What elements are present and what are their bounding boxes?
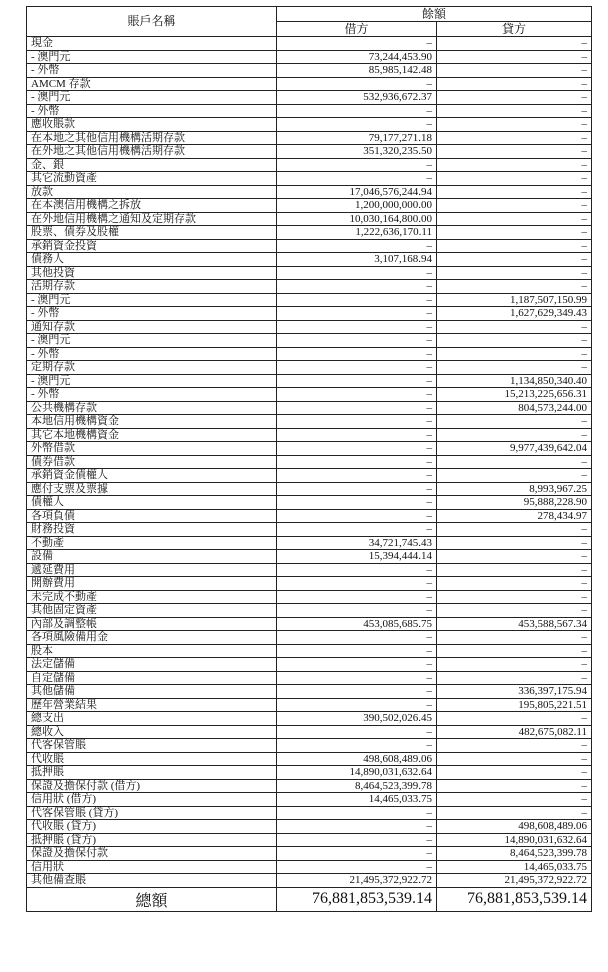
account-name-cell: 財務投資 [27, 523, 277, 537]
ledger-row [27, 334, 592, 348]
debit-cell: – [277, 361, 437, 375]
credit-cell: – [437, 779, 592, 793]
ledger-row [27, 860, 592, 874]
total-row [27, 887, 592, 911]
credit-cell: – [437, 739, 592, 753]
debit-cell: – [277, 685, 437, 699]
account-name-cell: 開辦費用 [27, 577, 277, 591]
debit-cell: 14,890,031,632.64 [277, 766, 437, 780]
ledger-row [27, 874, 592, 888]
credit-cell: – [437, 455, 592, 469]
account-name-cell: 公共機構存款 [27, 401, 277, 415]
ledger-row [27, 172, 592, 186]
credit-cell: – [437, 658, 592, 672]
ledger-row [27, 239, 592, 253]
ledger-row [27, 415, 592, 429]
ledger-row [27, 455, 592, 469]
ledger-row [27, 712, 592, 726]
credit-cell: 14,465,033.75 [437, 860, 592, 874]
trial-balance-sheet [26, 6, 592, 912]
credit-cell: 9,977,439,642.04 [437, 442, 592, 456]
debit-cell: – [277, 415, 437, 429]
account-name-cell: 債權人 [27, 496, 277, 510]
debit-cell: – [277, 104, 437, 118]
debit-cell: – [277, 455, 437, 469]
account-name-cell: 股票、債券及股權 [27, 226, 277, 240]
ledger-row [27, 131, 592, 145]
credit-cell: 1,627,629,349.43 [437, 307, 592, 321]
debit-cell: – [277, 523, 437, 537]
ledger-row [27, 293, 592, 307]
debit-cell: – [277, 806, 437, 820]
debit-cell: – [277, 442, 437, 456]
ledger-row [27, 401, 592, 415]
ledger-row [27, 793, 592, 807]
account-name-cell: 不動產 [27, 536, 277, 550]
account-name-cell: 在外地信用機構之通知及定期存款 [27, 212, 277, 226]
credit-cell: – [437, 550, 592, 564]
ledger-row [27, 199, 592, 213]
account-name-header: 賬戶名稱 [27, 7, 277, 37]
account-name-cell: 金、銀 [27, 158, 277, 172]
debit-cell: – [277, 374, 437, 388]
ledger-row [27, 104, 592, 118]
debit-cell: – [277, 118, 437, 132]
debit-cell: – [277, 320, 437, 334]
ledger-row [27, 442, 592, 456]
ledger-row [27, 388, 592, 402]
credit-cell: – [437, 644, 592, 658]
debit-cell: – [277, 172, 437, 186]
debit-cell: 17,046,576,244.94 [277, 185, 437, 199]
credit-cell: – [437, 563, 592, 577]
credit-cell: – [437, 752, 592, 766]
credit-cell: – [437, 226, 592, 240]
account-name-cell: 代收賬 [27, 752, 277, 766]
debit-cell: – [277, 37, 437, 51]
debit-header: 借方 [277, 22, 437, 37]
credit-cell: – [437, 91, 592, 105]
debit-cell: – [277, 482, 437, 496]
account-name-cell: 信用狀 [27, 860, 277, 874]
debit-cell: – [277, 590, 437, 604]
ledger-row [27, 64, 592, 78]
debit-cell: 351,320,235.50 [277, 145, 437, 159]
ledger-row [27, 280, 592, 294]
credit-cell: – [437, 77, 592, 91]
ledger-row [27, 428, 592, 442]
account-name-cell: 應收賬款 [27, 118, 277, 132]
balance-header: 餘額 [277, 7, 592, 22]
account-name-cell: 其他備查賬 [27, 874, 277, 888]
debit-cell: – [277, 280, 437, 294]
debit-cell: – [277, 307, 437, 321]
debit-cell: – [277, 388, 437, 402]
debit-cell: – [277, 347, 437, 361]
credit-cell: – [437, 347, 592, 361]
ledger-row [27, 563, 592, 577]
credit-cell: 453,588,567.34 [437, 617, 592, 631]
credit-header: 貸方 [437, 22, 592, 37]
debit-cell: – [277, 266, 437, 280]
ledger-row [27, 226, 592, 240]
credit-cell: – [437, 766, 592, 780]
ledger-row [27, 320, 592, 334]
debit-cell: – [277, 577, 437, 591]
account-name-cell: 抵押賬 [27, 766, 277, 780]
debit-cell: – [277, 658, 437, 672]
debit-cell: – [277, 833, 437, 847]
debit-cell: – [277, 334, 437, 348]
account-name-cell: 自定儲備 [27, 671, 277, 685]
credit-cell: – [437, 212, 592, 226]
account-name-cell: 各項負債 [27, 509, 277, 523]
ledger-row [27, 185, 592, 199]
account-name-cell: 債券借款 [27, 455, 277, 469]
account-name-cell: 定期存款 [27, 361, 277, 375]
ledger-row [27, 374, 592, 388]
account-name-cell: 總收入 [27, 725, 277, 739]
account-name-cell: 保證及擔保付款 [27, 847, 277, 861]
account-name-cell: 其它本地機構資金 [27, 428, 277, 442]
ledger-row [27, 523, 592, 537]
account-name-cell: 設備 [27, 550, 277, 564]
account-name-cell: - 外幣 [27, 104, 277, 118]
debit-cell: – [277, 644, 437, 658]
credit-cell: – [437, 172, 592, 186]
credit-cell: – [437, 104, 592, 118]
ledger-row [27, 820, 592, 834]
credit-cell: 95,888,228.90 [437, 496, 592, 510]
account-name-cell: 通知存款 [27, 320, 277, 334]
account-name-cell: 在外地之其他信用機構活期存款 [27, 145, 277, 159]
ledger-row [27, 253, 592, 267]
ledger-row [27, 698, 592, 712]
debit-cell: – [277, 496, 437, 510]
account-name-cell: 總支出 [27, 712, 277, 726]
debit-cell: – [277, 509, 437, 523]
debit-cell: – [277, 563, 437, 577]
account-name-cell: 未完成不動產 [27, 590, 277, 604]
credit-cell: – [437, 280, 592, 294]
credit-cell: 336,397,175.94 [437, 685, 592, 699]
credit-cell: 15,213,225,656.31 [437, 388, 592, 402]
ledger-row [27, 118, 592, 132]
debit-cell: 453,085,685.75 [277, 617, 437, 631]
debit-cell: – [277, 158, 437, 172]
account-name-cell: 其他投資 [27, 266, 277, 280]
ledger-row [27, 536, 592, 550]
credit-cell: – [437, 631, 592, 645]
ledger-row [27, 631, 592, 645]
debit-cell: 1,200,000,000.00 [277, 199, 437, 213]
debit-cell: 15,394,444.14 [277, 550, 437, 564]
credit-cell: 1,187,507,150.99 [437, 293, 592, 307]
credit-cell: – [437, 131, 592, 145]
credit-cell: – [437, 118, 592, 132]
total-credit: 76,881,853,539.14 [437, 887, 592, 911]
ledger-row [27, 212, 592, 226]
credit-cell: 278,434.97 [437, 509, 592, 523]
credit-cell: – [437, 428, 592, 442]
debit-cell: – [277, 77, 437, 91]
account-name-cell: 活期存款 [27, 280, 277, 294]
credit-cell: 1,134,850,340.40 [437, 374, 592, 388]
debit-cell: 21,495,372,922.72 [277, 874, 437, 888]
account-name-cell: - 外幣 [27, 347, 277, 361]
ledger-row [27, 617, 592, 631]
debit-cell: – [277, 239, 437, 253]
ledger-row [27, 752, 592, 766]
credit-cell: 21,495,372,922.72 [437, 874, 592, 888]
credit-cell: – [437, 199, 592, 213]
debit-cell: – [277, 293, 437, 307]
debit-cell: 498,608,489.06 [277, 752, 437, 766]
credit-cell: – [437, 266, 592, 280]
ledger-row [27, 307, 592, 321]
credit-cell: 482,675,082.11 [437, 725, 592, 739]
account-name-cell: 內部及調整帳 [27, 617, 277, 631]
account-name-cell: 法定儲備 [27, 658, 277, 672]
debit-cell: – [277, 631, 437, 645]
account-name-cell: 遞延費用 [27, 563, 277, 577]
credit-cell: – [437, 671, 592, 685]
ledger-row [27, 145, 592, 159]
ledger-body [27, 37, 592, 888]
credit-cell: – [437, 604, 592, 618]
ledger-row [27, 658, 592, 672]
ledger-row [27, 766, 592, 780]
debit-cell: – [277, 469, 437, 483]
debit-cell: 532,936,672.37 [277, 91, 437, 105]
ledger-row [27, 604, 592, 618]
debit-cell: – [277, 860, 437, 874]
credit-cell: – [437, 415, 592, 429]
debit-cell: 390,502,026.45 [277, 712, 437, 726]
ledger-row [27, 469, 592, 483]
account-name-cell: 外幣借款 [27, 442, 277, 456]
account-name-cell: 在本澳信用機構之拆放 [27, 199, 277, 213]
debit-cell: – [277, 671, 437, 685]
credit-cell: – [437, 523, 592, 537]
account-name-cell: 其他固定資產 [27, 604, 277, 618]
ledger-row [27, 50, 592, 64]
account-name-cell: 債務人 [27, 253, 277, 267]
debit-cell: 34,721,745.43 [277, 536, 437, 550]
debit-cell: – [277, 847, 437, 861]
account-name-cell: - 澳門元 [27, 91, 277, 105]
debit-cell: 79,177,271.18 [277, 131, 437, 145]
debit-cell: – [277, 698, 437, 712]
ledger-row [27, 833, 592, 847]
account-name-cell: 代客保管賬 [27, 739, 277, 753]
ledger-row [27, 671, 592, 685]
account-name-cell: 現金 [27, 37, 277, 51]
debit-cell: 10,030,164,800.00 [277, 212, 437, 226]
account-name-cell: 保證及擔保付款 (借方) [27, 779, 277, 793]
debit-cell: – [277, 739, 437, 753]
account-name-cell: - 澳門元 [27, 293, 277, 307]
debit-cell: 85,985,142.48 [277, 64, 437, 78]
credit-cell: 498,608,489.06 [437, 820, 592, 834]
credit-cell: – [437, 712, 592, 726]
credit-cell: 195,805,221.51 [437, 698, 592, 712]
ledger-row [27, 509, 592, 523]
debit-cell: – [277, 820, 437, 834]
credit-cell: – [437, 577, 592, 591]
debit-cell: 14,465,033.75 [277, 793, 437, 807]
account-name-cell: 放款 [27, 185, 277, 199]
account-name-cell: - 外幣 [27, 307, 277, 321]
ledger-row [27, 725, 592, 739]
account-name-cell: 承銷資金投資 [27, 239, 277, 253]
credit-cell: 8,993,967.25 [437, 482, 592, 496]
account-name-cell: 在本地之其他信用機構活期存款 [27, 131, 277, 145]
total-debit: 76,881,853,539.14 [277, 887, 437, 911]
ledger-row [27, 266, 592, 280]
account-name-cell: - 外幣 [27, 388, 277, 402]
account-name-cell: 各項風險備用金 [27, 631, 277, 645]
credit-cell: – [437, 469, 592, 483]
account-name-cell: - 外幣 [27, 64, 277, 78]
account-name-cell: - 澳門元 [27, 50, 277, 64]
credit-cell: – [437, 185, 592, 199]
ledger-row [27, 91, 592, 105]
ledger-row [27, 77, 592, 91]
account-name-cell: 歷年營業結果 [27, 698, 277, 712]
account-name-cell: 應付支票及票據 [27, 482, 277, 496]
account-name-cell: 本地信用機構資金 [27, 415, 277, 429]
trial-balance-table [26, 6, 592, 912]
ledger-row [27, 158, 592, 172]
credit-cell: – [437, 158, 592, 172]
credit-cell: 8,464,523,399.78 [437, 847, 592, 861]
total-label: 總額 [27, 887, 277, 911]
debit-cell: 3,107,168.94 [277, 253, 437, 267]
ledger-row [27, 590, 592, 604]
account-name-cell: 代收賬 (貸方) [27, 820, 277, 834]
credit-cell: – [437, 253, 592, 267]
credit-cell: – [437, 50, 592, 64]
ledger-row [27, 847, 592, 861]
credit-cell: – [437, 806, 592, 820]
ledger-row [27, 347, 592, 361]
debit-cell: 1,222,636,170.11 [277, 226, 437, 240]
debit-cell: 73,244,453.90 [277, 50, 437, 64]
credit-cell: – [437, 145, 592, 159]
credit-cell: – [437, 37, 592, 51]
ledger-row [27, 482, 592, 496]
account-name-cell: - 澳門元 [27, 334, 277, 348]
credit-cell: – [437, 64, 592, 78]
ledger-row [27, 739, 592, 753]
credit-cell: – [437, 320, 592, 334]
credit-cell: – [437, 239, 592, 253]
debit-cell: – [277, 604, 437, 618]
debit-cell: 8,464,523,399.78 [277, 779, 437, 793]
account-name-cell: 承銷資金債權人 [27, 469, 277, 483]
ledger-row [27, 550, 592, 564]
debit-cell: – [277, 725, 437, 739]
credit-cell: 804,573,244.00 [437, 401, 592, 415]
ledger-row [27, 806, 592, 820]
credit-cell: – [437, 590, 592, 604]
debit-cell: – [277, 428, 437, 442]
ledger-row [27, 779, 592, 793]
account-name-cell: 其它流動資產 [27, 172, 277, 186]
ledger-row [27, 361, 592, 375]
credit-cell: – [437, 793, 592, 807]
ledger-row [27, 496, 592, 510]
ledger-row [27, 577, 592, 591]
account-name-cell: 信用狀 (借方) [27, 793, 277, 807]
account-name-cell: 代客保管賬 (貸方) [27, 806, 277, 820]
account-name-cell: 抵押賬 (貸方) [27, 833, 277, 847]
credit-cell: – [437, 361, 592, 375]
ledger-row [27, 644, 592, 658]
account-name-cell: 其他儲備 [27, 685, 277, 699]
account-name-cell: 股本 [27, 644, 277, 658]
debit-cell: – [277, 401, 437, 415]
account-name-cell: AMCM 存款 [27, 77, 277, 91]
account-name-cell: - 澳門元 [27, 374, 277, 388]
ledger-row [27, 685, 592, 699]
ledger-row [27, 37, 592, 51]
credit-cell: – [437, 536, 592, 550]
credit-cell: – [437, 334, 592, 348]
credit-cell: 14,890,031,632.64 [437, 833, 592, 847]
